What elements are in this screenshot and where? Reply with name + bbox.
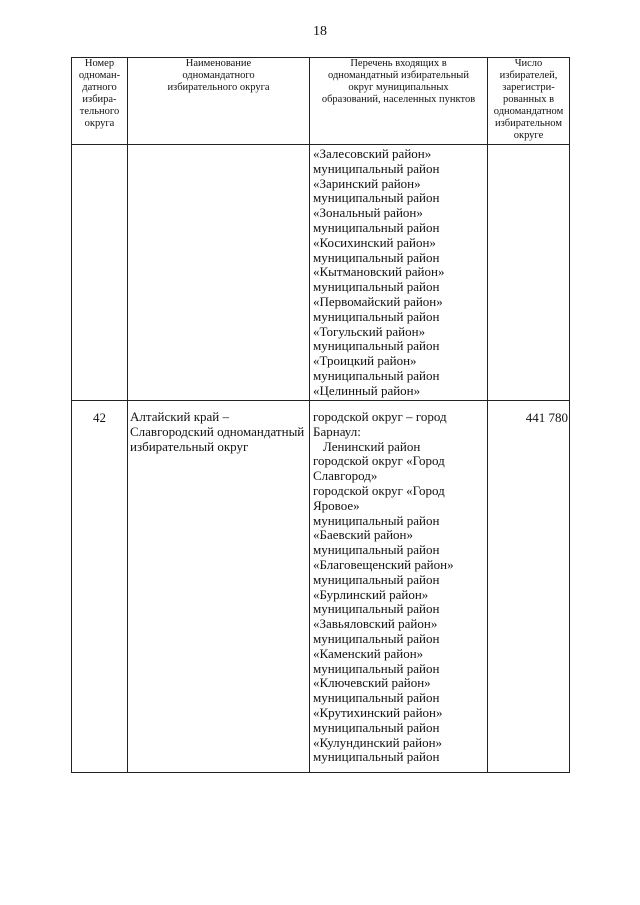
text-line: избирательном [495, 118, 562, 129]
text-line: Яровое» [313, 497, 360, 513]
text-line: Барнаул: [313, 423, 361, 439]
text-line: округа [84, 118, 115, 129]
text-line: Перечень входящих в [350, 58, 447, 69]
text-line: одномандатного [182, 70, 255, 81]
text-line: образований, населенных пунктов [321, 94, 476, 105]
header-municipalities [310, 58, 488, 145]
table-row [72, 401, 570, 773]
text-line: муниципальный район [313, 190, 440, 206]
district-name-cell [128, 145, 310, 401]
text-line: «Бурлинский район» [313, 586, 429, 602]
text-line: городской округ «Город [313, 453, 445, 469]
text-line: муниципальный район [313, 542, 440, 558]
text-line: округе [513, 130, 544, 141]
text-line: Номер [84, 58, 115, 69]
text-line: «Кулундинский район» [313, 734, 443, 750]
text-line: муниципальный район [313, 660, 440, 676]
text-line: «Заринский район» [313, 175, 421, 191]
text-line: избира- [82, 94, 117, 105]
text-line: «Косихинский район» [313, 234, 436, 250]
voter-count-cell: 441 780 [488, 401, 570, 773]
text-line: рованных в [502, 94, 555, 105]
text-line: «Залесовский район» [313, 146, 432, 161]
text-line: «Троицкий район» [313, 353, 417, 369]
text-line: избирательного округа [167, 82, 270, 93]
page-number: 18 [313, 24, 327, 39]
text-line: муниципальный район [313, 690, 440, 706]
municipalities-cell [310, 145, 488, 401]
text-line: тельного [79, 106, 120, 117]
text-line: «Каменский район» [313, 645, 424, 661]
district-number-cell [72, 145, 128, 401]
text-line: «Зональный район» [313, 205, 423, 221]
text-line: муниципальный район [313, 249, 440, 265]
header-voter-count [488, 58, 570, 145]
text-line: муниципальный район [313, 367, 440, 383]
text-line: «Целинный район» [313, 382, 421, 398]
districts-table [71, 57, 570, 773]
text-line: муниципальный район [313, 630, 440, 646]
text-line: одномандатном [493, 106, 564, 117]
text-line: Алтайский край – [130, 409, 229, 424]
municipalities-cell [310, 401, 488, 773]
text-line: муниципальный район [313, 749, 440, 765]
text-line: «Крутихинский район» [313, 704, 443, 720]
text-line: муниципальный район [313, 601, 440, 617]
text-line: избирательный округ [130, 438, 249, 454]
text-line: одноман- [78, 70, 121, 81]
text-line: «Завьяловский район» [313, 616, 438, 632]
district-number-cell: 42 [72, 401, 128, 773]
header-district-number [72, 58, 128, 145]
text-line: Славгородский одномандатный [130, 423, 305, 439]
text-line: Славгород» [313, 468, 378, 484]
text-line: «Кытмановский район» [313, 264, 445, 280]
header-district-name [128, 58, 310, 145]
text-line: зарегистри- [502, 82, 555, 93]
text-line: «Первомайский район» [313, 293, 443, 309]
text-line: муниципальный район [313, 719, 440, 735]
text-line: муниципальный район [313, 279, 440, 295]
text-line: Ленинский район [323, 438, 421, 454]
text-line: муниципальный район [313, 512, 440, 528]
text-line: «Баевский район» [313, 527, 414, 543]
text-line: Наименование [185, 58, 252, 69]
text-line: муниципальный район [313, 338, 440, 354]
text-line: муниципальный район [313, 571, 440, 587]
table-row [72, 145, 570, 401]
text-line: избирателей, [499, 70, 558, 81]
district-name-cell [128, 401, 310, 773]
voter-count-cell [488, 145, 570, 401]
text-line: городской округ «Город [313, 482, 445, 498]
table-header-row [72, 58, 570, 145]
text-line: муниципальный район [313, 219, 440, 235]
text-line: городской округ – город [313, 409, 447, 424]
text-line: «Тогульский район» [313, 323, 426, 339]
text-line: «Ключевский район» [313, 675, 431, 691]
text-line: муниципальный район [313, 308, 440, 324]
text-line: одномандатный избирательный [328, 70, 469, 81]
text-line: округ муниципальных [348, 82, 449, 93]
text-line: Число [514, 58, 543, 69]
text-line: муниципальный район [313, 160, 440, 176]
text-line: датного [82, 82, 117, 93]
text-line: «Благовещенский район» [313, 556, 454, 572]
